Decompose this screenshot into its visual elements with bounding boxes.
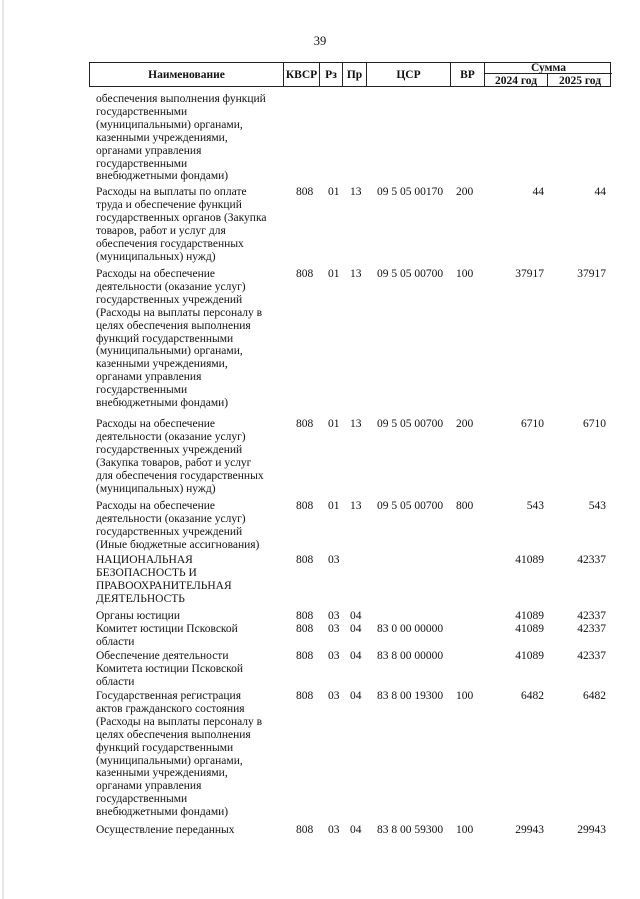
row-name [96, 268, 286, 410]
row-name-line: Расходы на выплаты по оплате [96, 186, 247, 198]
header-sum-title: Сумма [485, 63, 612, 74]
row-name-line: казенными учреждениями, [96, 767, 228, 780]
cell-s2025: 37917 [577, 268, 606, 280]
row-name-line: области [96, 675, 135, 688]
row-name-line: государственных учреждений [96, 525, 243, 538]
cell-s2025: 6710 [583, 418, 606, 430]
row-name-line: (Закупка товаров, работ и услуг [96, 456, 252, 469]
cell-rz: 01 [328, 500, 340, 512]
row-name-line: Органы юстиции [96, 610, 180, 622]
cell-s2024: 6710 [521, 418, 544, 430]
cell-pr: 13 [350, 500, 362, 512]
cell-vr: 100 [456, 824, 474, 836]
row-name-line: целях обеспечения выполнения [96, 319, 251, 332]
cell-csr: 83 8 00 19300 [377, 690, 444, 702]
cell-pr: 13 [350, 268, 362, 280]
row-name-line: обеспечения выполнения функций [96, 93, 266, 105]
row-name-line: государственными [96, 384, 188, 397]
row-name-line: государственными [96, 105, 188, 118]
row-name-line: (муниципальными) органами, [96, 118, 243, 131]
row-name-line: Расходы на обеспечение [96, 268, 215, 280]
cell-csr: 09 5 05 00170 [377, 186, 444, 198]
row-name-line: органами управления [96, 371, 202, 384]
cell-pr: 04 [350, 623, 362, 635]
cell-pr: 04 [350, 690, 362, 702]
cell-kvsr: 808 [296, 610, 314, 622]
cell-s2024: 41089 [515, 650, 544, 662]
row-name-line: (муниципальных) нужд) [96, 482, 216, 495]
row-name-line: Комитета юстиции Псковской [96, 662, 244, 675]
row-name [96, 623, 286, 649]
row-name-line: органами управления [96, 144, 202, 157]
row-name-line: Расходы на обеспечение [96, 500, 215, 512]
row-name-line: Обеспечение деятельности [96, 650, 229, 662]
row-name-line: (муниципальными) органами, [96, 345, 243, 358]
cell-csr: 09 5 05 00700 [377, 500, 444, 512]
cell-s2024: 44 [532, 186, 544, 198]
cell-kvsr: 808 [296, 690, 314, 702]
cell-s2024: 41089 [515, 554, 544, 566]
cell-vr: 200 [456, 418, 474, 430]
header-rz: Рз [320, 63, 343, 86]
cell-kvsr: 808 [296, 500, 314, 512]
cell-pr: 13 [350, 418, 362, 430]
cell-s2024: 29943 [515, 824, 544, 836]
cell-csr: 09 5 05 00700 [377, 418, 444, 430]
row-name-line: деятельности (оказание услуг) [96, 512, 246, 525]
cell-rz: 01 [328, 268, 340, 280]
row-name-line: государственных учреждений [96, 443, 243, 456]
cell-rz: 03 [328, 623, 340, 635]
cell-kvsr: 808 [296, 268, 314, 280]
cell-rz: 03 [328, 610, 340, 622]
row-name-line: деятельности (оказание услуг) [96, 280, 246, 293]
row-name-line: (муниципальными) органами, [96, 754, 243, 767]
row-name-line: ДЕЯТЕЛЬНОСТЬ [96, 592, 185, 605]
cell-kvsr: 808 [296, 623, 314, 635]
cell-rz: 03 [328, 554, 340, 566]
row-name [96, 93, 286, 183]
row-name-line: (Иные бюджетные ассигнования) [96, 538, 260, 551]
cell-kvsr: 808 [296, 650, 314, 662]
cell-rz: 01 [328, 418, 340, 430]
cell-pr: 04 [350, 610, 362, 622]
cell-csr: 83 8 00 00000 [377, 650, 444, 662]
cell-s2025: 6482 [583, 690, 606, 702]
cell-kvsr: 808 [296, 186, 314, 198]
row-name-line: внебюджетными фондами) [96, 397, 229, 410]
header-name: Наименование [90, 63, 284, 86]
row-name-line: государственными [96, 793, 188, 806]
cell-kvsr: 808 [296, 824, 314, 836]
cell-vr: 100 [456, 268, 474, 280]
cell-vr: 200 [456, 186, 474, 198]
header-kvsr: КВСР [284, 63, 320, 86]
cell-s2025: 44 [594, 186, 606, 198]
cell-pr: 04 [350, 650, 362, 662]
row-name [96, 824, 286, 837]
row-name-line: казенными учреждениями, [96, 358, 228, 371]
row-name-line: внебюджетными фондами) [96, 806, 229, 819]
row-name-line: Осуществление переданных [96, 824, 235, 836]
cell-rz: 03 [328, 824, 340, 836]
cell-csr: 83 0 00 00000 [377, 623, 444, 635]
header-year-2025: 2025 год [558, 74, 602, 87]
cell-s2025: 42337 [577, 610, 606, 622]
cell-rz: 01 [328, 186, 340, 198]
row-name [96, 690, 286, 819]
row-name-line: для обеспечения государственных [96, 469, 264, 482]
header-year-2024: 2024 год [485, 74, 548, 87]
row-name-line: Комитет юстиции Псковской [96, 623, 238, 635]
cell-s2024: 6482 [521, 690, 544, 702]
cell-vr: 100 [456, 690, 474, 702]
cell-s2024: 41089 [515, 623, 544, 635]
row-name [96, 650, 286, 689]
row-name [96, 500, 286, 552]
cell-pr: 13 [350, 186, 362, 198]
cell-s2025: 42337 [577, 623, 606, 635]
row-name-line: государственных учреждений [96, 293, 243, 306]
row-name-line: актов гражданского состояния [96, 702, 245, 715]
row-name-line: целях обеспечения выполнения [96, 728, 251, 741]
row-name-line: (муниципальных) нужд) [96, 250, 216, 263]
row-name-line: функций государственными [96, 741, 234, 754]
cell-s2025: 543 [588, 500, 606, 512]
row-name-line: государственными [96, 157, 188, 170]
row-name-line: внебюджетными фондами) [96, 170, 229, 183]
header-csr: ЦСР [367, 63, 451, 86]
header-vr: ВР [451, 63, 485, 86]
row-name-line: органами управления [96, 780, 202, 793]
header-pr: Пр [343, 63, 367, 86]
row-name-line: товаров, работ и услуг для [96, 224, 226, 237]
cell-kvsr: 808 [296, 418, 314, 430]
row-name-line: Расходы на обеспечение [96, 418, 215, 430]
row-name-line: ПРАВООХРАНИТЕЛЬНАЯ [96, 579, 232, 592]
row-name-line: функций государственными [96, 332, 234, 345]
cell-s2024: 543 [526, 500, 544, 512]
row-name-line: (Расходы на выплаты персоналу в [96, 306, 263, 319]
cell-rz: 03 [328, 650, 340, 662]
row-name-line: (Расходы на выплаты персоналу в [96, 715, 263, 728]
row-name-line: области [96, 635, 135, 648]
row-name-line: БЕЗОПАСНОСТЬ И [96, 566, 197, 579]
row-name-line: НАЦИОНАЛЬНАЯ [96, 554, 193, 566]
row-name-line: деятельности (оказание услуг) [96, 430, 246, 443]
row-name-line: Государственная регистрация [96, 690, 241, 702]
page-number: 39 [313, 34, 327, 48]
cell-s2024: 37917 [515, 268, 544, 280]
cell-rz: 03 [328, 690, 340, 702]
row-name [96, 186, 286, 263]
row-name [96, 418, 286, 495]
cell-kvsr: 808 [296, 554, 314, 566]
row-name [96, 610, 286, 623]
cell-pr: 04 [350, 824, 362, 836]
cell-s2025: 42337 [577, 554, 606, 566]
row-name-line: труда и обеспечение функций [96, 198, 242, 211]
cell-csr: 09 5 05 00700 [377, 268, 444, 280]
cell-s2024: 41089 [515, 610, 544, 622]
row-name [96, 554, 286, 606]
cell-csr: 83 8 00 59300 [377, 824, 444, 836]
cell-vr: 800 [456, 500, 474, 512]
cell-s2025: 29943 [577, 824, 606, 836]
row-name-line: казенными учреждениями, [96, 131, 228, 144]
row-name-line: государственных органов (Закупка [96, 211, 267, 224]
row-name-line: обеспечения государственных [96, 237, 244, 250]
cell-s2025: 42337 [577, 650, 606, 662]
